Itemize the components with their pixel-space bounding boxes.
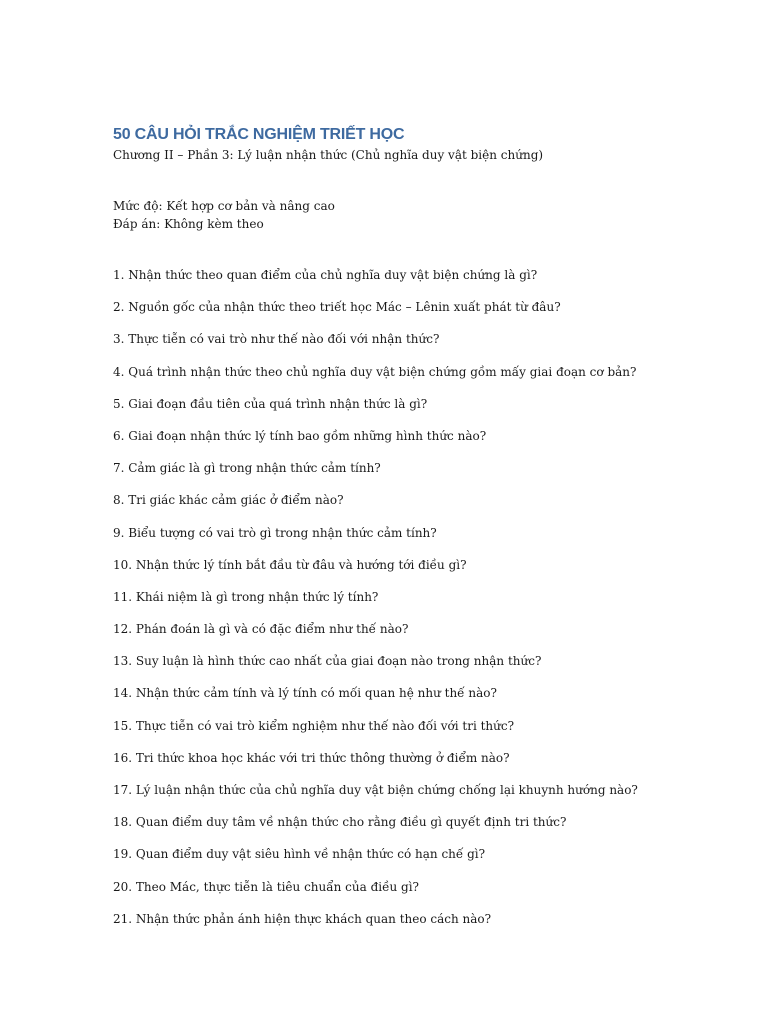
- question-item: 5. Giai đoạn đầu tiên của quá trình nhận thức là gì?: [113, 396, 428, 411]
- question-item: 17. Lý luận nhận thức của chủ nghĩa duy vật biện chứng chống lại khuynh hướng nào?: [113, 783, 638, 797]
- question-item: 20. Theo Mác, thực tiễn là tiêu chuẩn của điều gì?: [113, 879, 419, 894]
- question-item: 3. Thực tiễn có vai trò như thế nào đối với nhận thức?: [113, 332, 440, 347]
- document-title: 50 CÂU HỎI TRẮC NGHIỆM TRIẾT HỌC: [113, 126, 405, 143]
- document-subtitle: Chương II – Phần 3: Lý luận nhận thức (Chủ nghĩa duy vật biện chứng): [113, 148, 544, 162]
- question-item: 7. Cảm giác là gì trong nhận thức cảm tính?: [113, 461, 381, 476]
- question-item: 16. Tri thức khoa học khác với tri thức thông thường ở điểm nào?: [113, 750, 510, 765]
- question-item: 10. Nhận thức lý tính bắt đầu từ đâu và hướng tới điều gì?: [113, 557, 467, 572]
- question-item: 11. Khái niệm là gì trong nhận thức lý tính?: [113, 589, 379, 604]
- question-item: 19. Quan điểm duy vật siêu hình về nhận thức có hạn chế gì?: [113, 847, 486, 862]
- answer-note: Đáp án: Không kèm theo: [113, 217, 264, 231]
- document-page: [113, 124, 733, 942]
- question-item: 8. Tri giác khác cảm giác ở điểm nào?: [113, 493, 344, 508]
- question-item: 12. Phán đoán là gì và có đặc điểm như thế nào?: [113, 622, 409, 637]
- document-meta: [113, 197, 733, 233]
- question-item: 15. Thực tiễn có vai trò kiểm nghiệm như thế nào đối với tri thức?: [113, 718, 515, 733]
- question-item: 6. Giai đoạn nhận thức lý tính bao gồm những hình thức nào?: [113, 428, 487, 443]
- difficulty-level: Mức độ: Kết hợp cơ bản và nâng cao: [113, 199, 335, 213]
- question-list: [113, 266, 733, 942]
- question-item: 2. Nguồn gốc của nhận thức theo triết học Mác – Lênin xuất phát từ đâu?: [113, 300, 561, 315]
- question-item: 4. Quá trình nhận thức theo chủ nghĩa duy vật biện chứng gồm mấy giai đoạn cơ bản?: [113, 364, 637, 379]
- question-item: 9. Biểu tượng có vai trò gì trong nhận thức cảm tính?: [113, 525, 437, 540]
- question-item: 21. Nhận thức phản ánh hiện thực khách quan theo cách nào?: [113, 911, 492, 926]
- question-item: 13. Suy luận là hình thức cao nhất của giai đoạn nào trong nhận thức?: [113, 654, 542, 669]
- question-item: 14. Nhận thức cảm tính và lý tính có mối quan hệ như thế nào?: [113, 686, 497, 701]
- question-item: 1. Nhận thức theo quan điểm của chủ nghĩa duy vật biện chứng là gì?: [113, 268, 538, 282]
- question-item: 18. Quan điểm duy tâm về nhận thức cho rằng điều gì quyết định tri thức?: [113, 815, 567, 830]
